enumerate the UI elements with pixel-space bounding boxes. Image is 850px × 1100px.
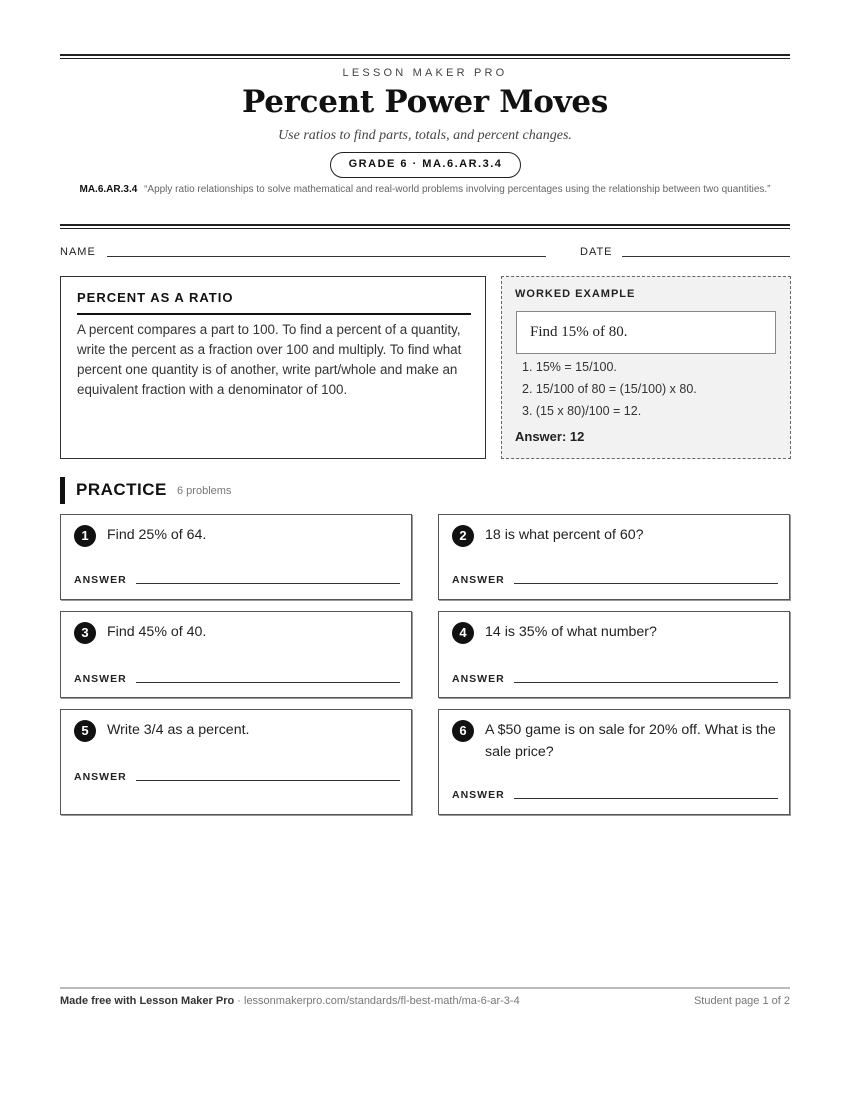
problem-card [60,514,412,600]
date-field[interactable] [622,256,790,257]
answer-field[interactable] [514,682,778,683]
brand-name: LESSON MAKER PRO [342,67,508,79]
standard-code: MA.6.AR.3.4 [79,184,138,195]
footer-made-with: Made free with Lesson Maker Pro [60,995,235,1007]
answer-label: ANSWER [74,574,127,586]
date-label: DATE [580,246,613,258]
problem-question: 18 is what percent of 60? [485,527,644,543]
problem-number: 1 [74,525,96,547]
concept-box [60,276,486,459]
footer-url[interactable]: · lessonmakerpro.com/standards/fl-best-math/ma-6-ar-3-4 [234,995,520,1007]
worked-example-answer: Answer: 12 [515,429,585,444]
footer-page-number: Student page 1 of 2 [693,995,790,1007]
footer-credit [60,995,520,1007]
problem-question: Write 3/4 as a percent. [107,722,250,738]
footer-rule [60,987,790,989]
worked-example-step: 3. (15 x 80)/100 = 12. [522,404,642,418]
answer-field[interactable] [136,682,400,683]
problem-card [60,611,412,698]
answer-field[interactable] [514,583,778,584]
concept-heading: PERCENT AS A RATIO [77,290,471,315]
grade-badge: GRADE 6 · MA.6.AR.3.4 [330,152,521,178]
answer-label: ANSWER [452,789,505,801]
practice-heading: PRACTICE [76,480,167,499]
answer-label: ANSWER [74,673,127,685]
worked-example-box [501,276,791,459]
worked-example-heading: WORKED EXAMPLE [515,288,636,300]
practice-accent-bar [60,477,65,504]
name-label: NAME [60,246,96,258]
problem-number: 3 [74,622,96,644]
answer-field[interactable] [136,583,400,584]
standard-description [62,182,788,198]
problem-card [60,709,412,815]
answer-field[interactable] [136,780,400,781]
answer-label: ANSWER [452,673,505,685]
problem-card [438,611,790,698]
worked-example-step: 1. 15% = 15/100. [522,360,617,374]
practice-count: 6 problems [177,485,232,497]
name-field[interactable] [107,256,546,257]
problem-question: Find 45% of 40. [107,624,207,640]
problem-question: Find 25% of 64. [107,527,207,543]
problem-number: 2 [452,525,474,547]
problem-question: 14 is 35% of what number? [485,624,657,640]
worked-example-step: 2. 15/100 of 80 = (15/100) x 80. [522,382,697,396]
header-top-rule [60,54,790,59]
problem-number: 4 [452,622,474,644]
problem-number: 5 [74,720,96,742]
worksheet-title: Percent Power Moves [242,84,608,120]
standard-text: “Apply ratio relationships to solve mathematical and real-world problems involving percentages using the relationship between two quantities.” [144,184,771,195]
worked-example-prompt: Find 15% of 80. [516,311,776,354]
answer-label: ANSWER [74,771,127,783]
answer-label: ANSWER [452,574,505,586]
concept-body: A percent compares a part to 100. To find a percent of a quantity, write the percent as a fraction over 100 and multiply. To find what percent one quantity is of another, write part/whole and make an equivalent fraction with a denominator of 100. [77,322,462,397]
problem-number: 6 [452,720,474,742]
problem-question: A $50 game is on sale for 20% off. What is the sale price? [485,722,776,760]
worksheet-subtitle: Use ratios to find parts, totals, and percent changes. [278,128,572,143]
problem-card [438,514,790,600]
answer-field[interactable] [514,798,778,799]
header-bottom-rule [60,224,790,229]
problem-card [438,709,790,815]
